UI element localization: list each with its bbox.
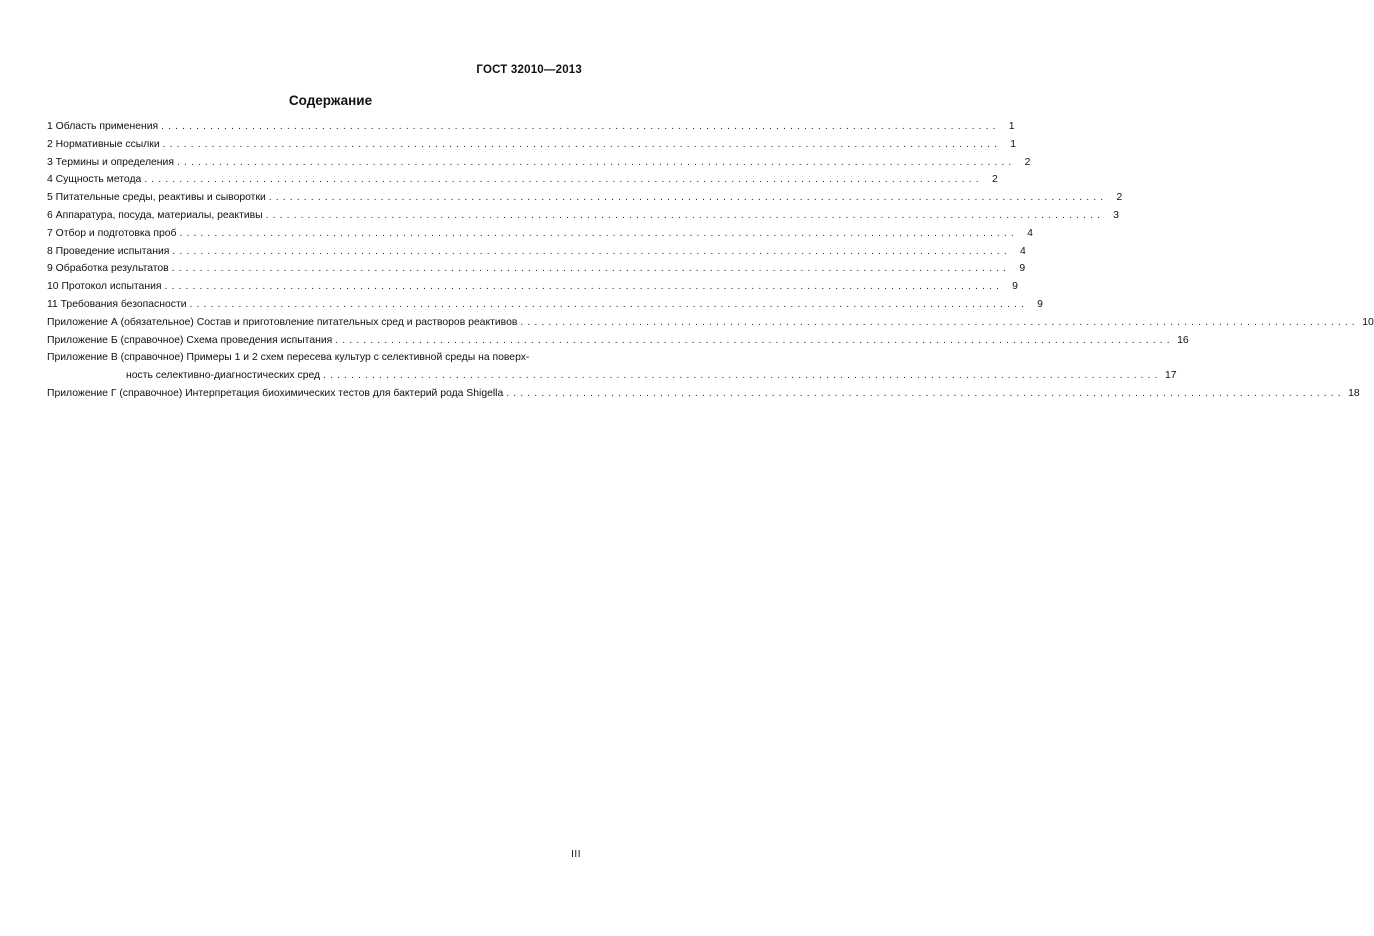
toc-entry-text-continued: ность селективно-диагностических сред — [126, 370, 321, 382]
toc-entry-page: 1 — [1008, 121, 1015, 132]
toc-entry-text: Приложение В (справочное) Примеры 1 и 2 схем пересева культур с селективной среды на поверх- — [47, 352, 530, 364]
toc-entry-text: Приложение А (обязательное) Состав и приготовление питательных сред и растворов реактивов — [47, 316, 518, 328]
toc-entry-page: 2 — [991, 174, 998, 186]
dot-leader: ........................................................................................................................ — [265, 209, 1105, 221]
toc-entry-page: 16 — [1177, 334, 1189, 346]
toc-entry-page: 4 — [1027, 227, 1033, 239]
dot-leader: ........................................................................................................................ — [172, 245, 1011, 257]
dot-leader: ........................................................................................................................ — [189, 298, 1028, 310]
toc-title: Содержание — [288, 93, 373, 108]
toc-entry-continuation[interactable] — [47, 370, 1177, 382]
toc-entry[interactable] — [47, 174, 998, 186]
page-number: III — [571, 849, 581, 860]
toc-entry[interactable] — [47, 263, 1026, 275]
dot-leader: ........................................................................................................................ — [506, 387, 1345, 399]
toc-entry-page: 4 — [1020, 245, 1026, 257]
toc-entry[interactable] — [47, 316, 1374, 329]
toc-entry-text: 6 Аппаратура, посуда, материалы, реактивы — [47, 209, 263, 221]
toc-entry-text: 1 Область применения — [47, 121, 159, 132]
toc-entry-text: 3 Термины и определения — [47, 156, 174, 168]
toc-entry-page: 9 — [1019, 263, 1026, 275]
toc-entry-text: 8 Проведение испытания — [47, 245, 170, 257]
dot-leader: ........................................................................................................................ — [161, 121, 1000, 132]
dot-leader: ........................................................................................................................ — [176, 156, 1016, 168]
dot-leader: ........................................................................................................................ — [323, 370, 1162, 382]
document-code: ГОСТ 32010—2013 — [476, 64, 582, 76]
dot-leader: ........................................................................................................................ — [144, 174, 983, 186]
toc-entry[interactable] — [47, 281, 1018, 293]
dot-leader: ........................................................................................................................ — [164, 281, 1003, 293]
toc-entry-page: 10 — [1362, 316, 1374, 328]
toc-entry-text: 7 Отбор и подготовка проб — [47, 227, 177, 239]
toc-entry-page: 17 — [1164, 370, 1177, 382]
toc-entry-page: 2 — [1024, 156, 1031, 168]
toc-entry[interactable] — [47, 245, 1026, 258]
dot-leader: ........................................................................................................................ — [268, 192, 1108, 204]
dot-leader: ........................................................................................................................ — [179, 227, 1018, 239]
toc-entry-page: 9 — [1037, 298, 1043, 310]
toc-entry[interactable] — [47, 192, 1123, 204]
toc-entry-page: 18 — [1348, 387, 1360, 399]
toc-entry[interactable] — [47, 227, 1033, 240]
toc-entry-text: 10 Протокол испытания — [47, 281, 162, 293]
toc-entry-text: 2 Нормативные ссылки — [47, 138, 160, 150]
toc-entry-page: 1 — [1010, 138, 1017, 150]
toc-entry[interactable] — [47, 138, 1017, 151]
toc-entry-text: 5 Питательные среды, реактивы и сыворотки — [47, 192, 266, 204]
dot-leader: ........................................................................................................................ — [520, 316, 1359, 328]
toc-entry[interactable] — [47, 334, 1189, 347]
toc-entry-page: 3 — [1113, 209, 1120, 221]
toc-entry-page: 9 — [1012, 281, 1018, 293]
toc-entry[interactable] — [47, 156, 1031, 169]
toc-entry[interactable] — [47, 387, 1360, 400]
toc-entry-text: 4 Сущность метода — [47, 174, 142, 186]
table-of-contents — [47, 121, 1374, 406]
toc-entry-text: 9 Обработка результатов — [47, 263, 169, 275]
dot-leader: ........................................................................................................................ — [162, 138, 1002, 150]
toc-entry[interactable] — [47, 352, 584, 364]
dot-leader: ........................................................................................................................ — [335, 334, 1174, 346]
toc-entry[interactable] — [47, 209, 1120, 222]
toc-entry[interactable] — [47, 298, 1043, 311]
toc-entry-text: Приложение Г (справочное) Интерпретация биохимических тестов для бактерий рода Shigella — [47, 387, 504, 399]
toc-entry-page: 2 — [1116, 192, 1123, 204]
toc-entry-text: 11 Требования безопасности — [47, 298, 187, 310]
dot-leader: ........................................................................................................................ — [171, 263, 1011, 275]
toc-entry-text: Приложение Б (справочное) Схема проведения испытания — [47, 334, 333, 346]
toc-entry[interactable] — [47, 121, 1015, 133]
